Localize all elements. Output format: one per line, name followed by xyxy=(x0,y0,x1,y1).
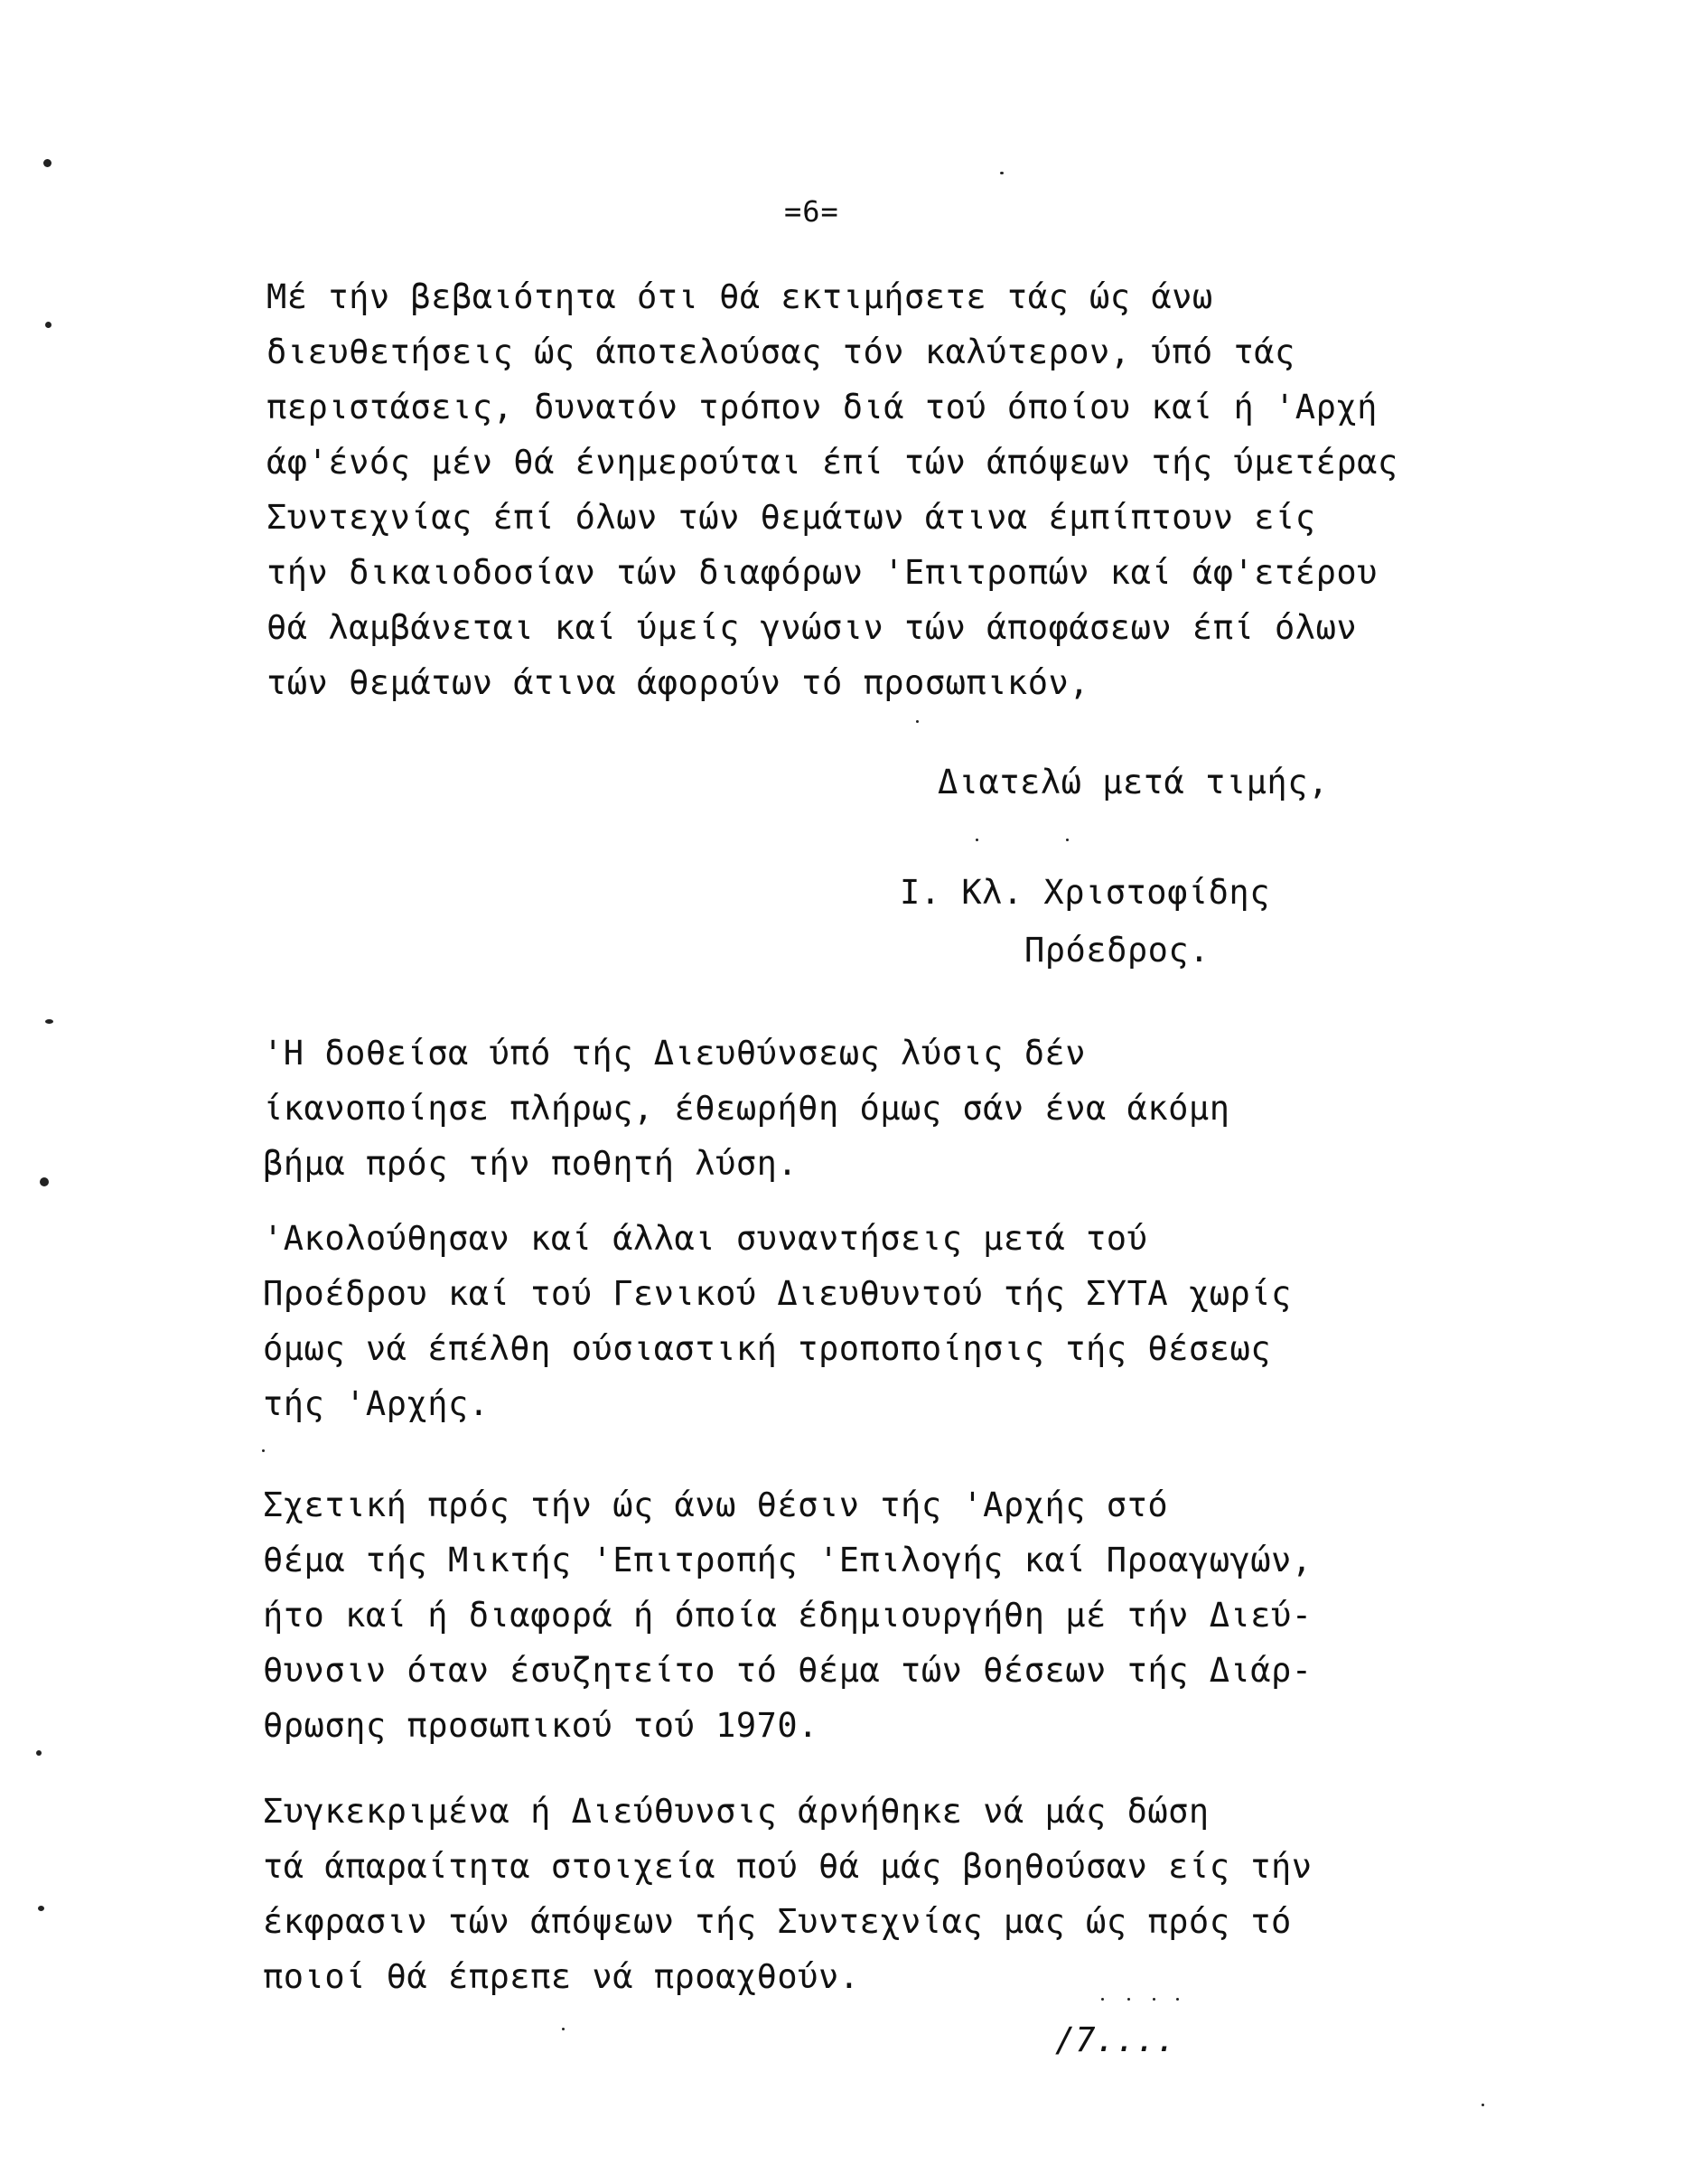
scan-speck xyxy=(916,720,919,723)
letter-closing: Διατελώ μετά τιμής, xyxy=(938,763,1329,801)
scan-speck xyxy=(1153,1998,1155,2001)
scan-speck xyxy=(1101,1998,1104,2001)
scan-speck xyxy=(976,839,978,841)
signer-name: Ι. Κλ. Χριστοφίδης xyxy=(900,873,1270,912)
signer-title: Πρόεδρος. xyxy=(1024,931,1210,970)
page-continuation-marker: /7.... xyxy=(1055,2020,1176,2059)
body-paragraph-4: Σχετική πρός τήν ώς άνω θέσιν τής 'Αρχής στό θέμα τής Μικτής 'Επιτροπής 'Επιλογής καί Προαγωγών, ήτο καί ή διαφορά ή όποία έδημιουργήθη μέ τήν Διεύ- θυνσιν όταν έσυζητείτο τό θέμα τών θέσεων τής Διάρ- θρωσης προσωπικού τού 1970. xyxy=(263,1486,1313,1745)
scan-speck xyxy=(45,322,51,328)
letter-paragraph-1: Μέ τήν βεβαιότητα ότι θά εκτιμήσετε τάς ώς άνω διευθετήσεις ώς άποτελούσας τόν καλύτερον, ύπό τάς περιστάσεις, δυνατόν τρόπον διά τού όποίου καί ή 'Αρχή άφ'ένός μέν θά ένημερούται έπί τών άπόψεων τής ύμετέρας Συντεχνίας έπί όλων τών θεμάτων άτινα έμπίπτουν είς τήν δικαιοδοσίαν τών διαφόρων 'Επιτροπών καί άφ'ετέρου θά λαμβάνεται καί ύμείς γνώσιν τών άποφάσεων έπί όλων τών θεμάτων άτινα άφορούν τό προσωπικόν, xyxy=(266,277,1398,702)
scan-speck xyxy=(38,1906,44,1911)
scan-speck xyxy=(1000,172,1004,174)
scan-speck xyxy=(562,2028,565,2030)
scan-speck xyxy=(262,1449,265,1452)
scan-speck xyxy=(40,1177,49,1186)
body-paragraph-5: Συγκεκριμένα ή Διεύθυνσις άρνήθηκε νά μάς δώση τά άπαραίτητα στοιχεία πού θά μάς βοηθούσαν είς τήν έκφρασιν τών άπόψεων τής Συντεχνίας μας ώς πρός τό ποιοί θά έπρεπε νά προαχθούν. xyxy=(263,1792,1313,1996)
scan-speck xyxy=(1127,1998,1130,2001)
body-paragraph-3: 'Ακολούθησαν καί άλλαι συναντήσεις μετά τού Προέδρου καί τού Γενικού Διευθυντού τής ΣΥΤΑ χωρίς όμως νά έπέλθη ούσιαστική τροποποίησις τής θέσεως τής 'Αρχής. xyxy=(263,1219,1292,1423)
scan-speck xyxy=(1176,1998,1179,2001)
scan-speck xyxy=(45,1019,53,1024)
body-paragraph-2: 'Η δοθείσα ύπό τής Διευθύνσεως λύσις δέν ίκανοποίησε πλήρως, έθεωρήθη όμως σάν ένα άκόμη βήμα πρός τήν ποθητή λύση. xyxy=(263,1034,1230,1183)
scan-speck xyxy=(1066,839,1069,841)
page-number-mark: =6= xyxy=(784,194,839,229)
scan-speck xyxy=(36,1750,42,1756)
scan-speck xyxy=(1482,2104,1484,2106)
scan-speck xyxy=(43,159,51,167)
